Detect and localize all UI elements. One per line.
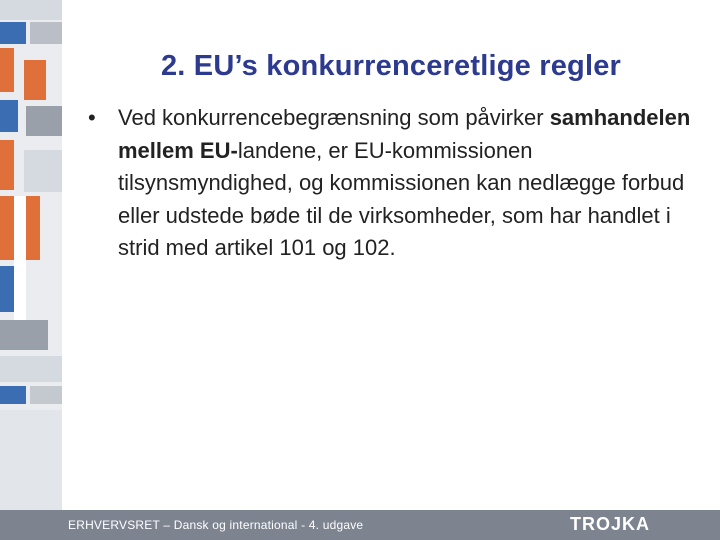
sidebar-block-orange — [0, 140, 14, 190]
sidebar-block-light — [0, 410, 62, 510]
body-text-part-1: Ved konkurrencebegrænsning som påvirker — [118, 105, 550, 130]
body-text-bold: samhandelen mellem EU- — [118, 105, 691, 163]
bullet-paragraph — [118, 102, 698, 265]
sidebar-block-light — [24, 150, 62, 192]
sidebar-block-orange — [0, 48, 14, 92]
sidebar-block-orange-right — [24, 60, 46, 100]
body-text-part-3: landene, er EU-kommissionen tilsynsmyndighed, og kommissionen kan nedlægge forbud eller udstede bøde til de virksomheder, som har handlet i strid med artikel 101 og 102. — [118, 137, 685, 260]
footer-caption: ERHVERVSRET – Dansk og international - 4. udgave — [68, 518, 364, 532]
decorative-sidebar — [0, 0, 62, 540]
sidebar-block-grey — [0, 510, 62, 540]
sidebar-block-blue — [0, 100, 18, 132]
publisher-logo: TROJKA — [570, 514, 651, 534]
sidebar-block-grey — [0, 320, 48, 350]
sidebar-block-blue — [0, 22, 26, 44]
slide-title: 2. EU’s konkurrenceretlige regler — [160, 50, 622, 82]
bullet-point: • — [88, 105, 96, 130]
sidebar-block-grey — [30, 386, 62, 404]
sidebar-block-grey — [30, 22, 62, 44]
sidebar-block-white-stripe — [14, 196, 26, 336]
sidebar-block-blue — [0, 266, 14, 312]
slide-body — [88, 102, 698, 265]
sidebar-block-light — [0, 356, 62, 382]
sidebar-block-light — [0, 0, 62, 20]
sidebar-block-blue — [0, 386, 26, 404]
sidebar-block-grey — [26, 106, 62, 136]
